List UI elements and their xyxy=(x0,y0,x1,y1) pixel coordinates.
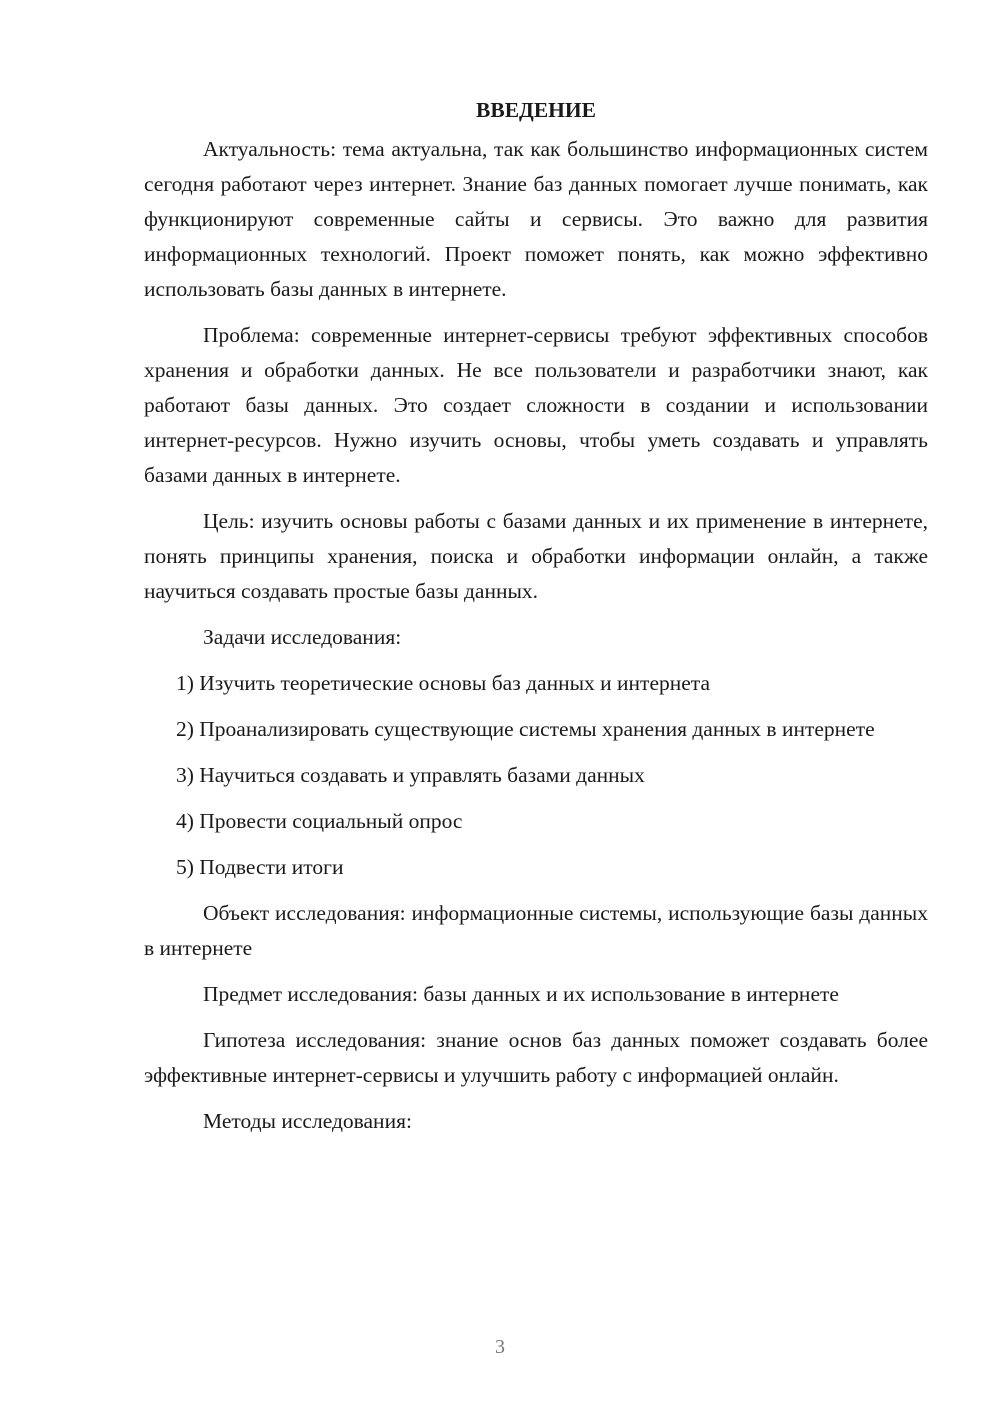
tasks-heading: Задачи исследования: xyxy=(203,625,402,649)
page-body xyxy=(144,93,928,1150)
page-number: 3 xyxy=(495,1336,505,1358)
task-item-1: 1) Изучить теоретические основы баз данных и интернета xyxy=(176,671,710,695)
paragraph-hypothesis: Гипотеза исследования: знание основ баз данных поможет создавать более эффективные интернет-сервисы и улучшить работу с информацией онлайн. xyxy=(144,1028,928,1087)
task-item-3: 3) Научиться создавать и управлять базами данных xyxy=(176,763,645,787)
paragraph-problem: Проблема: современные интернет-сервисы требуют эффективных способов хранения и обработки данных. Не все пользователи и разработчики знают, как работают базы данных. Это создает сложности в создании и использовании интернет-ресурсов. Нужно изучить основы, чтобы уметь создавать и управлять базами данных в интернете. xyxy=(144,323,928,487)
task-item-2: 2) Проанализировать существующие системы хранения данных в интернете xyxy=(176,717,875,741)
paragraph-relevance: Актуальность: тема актуальна, так как большинство информационных систем сегодня работают через интернет. Знание баз данных помогает лучше понимать, как функционируют современные сайты и сервисы. Это важно для развития информационных технологий. Проект поможет понять, как можно эффективно использовать базы данных в интернете. xyxy=(144,137,928,301)
task-item-4: 4) Провести социальный опрос xyxy=(176,809,463,833)
paragraph-object: Объект исследования: информационные системы, использующие базы данных в интернете xyxy=(144,901,928,960)
paragraph-goal: Цель: изучить основы работы с базами данных и их применение в интернете, понять принципы хранения, поиска и обработки информации онлайн, а также научиться создавать простые базы данных. xyxy=(144,509,928,603)
task-item-5: 5) Подвести итоги xyxy=(176,855,344,879)
section-title: ВВЕДЕНИЕ xyxy=(476,98,596,122)
paragraph-subject: Предмет исследования: базы данных и их использование в интернете xyxy=(203,982,839,1006)
methods-heading: Методы исследования: xyxy=(203,1109,412,1133)
